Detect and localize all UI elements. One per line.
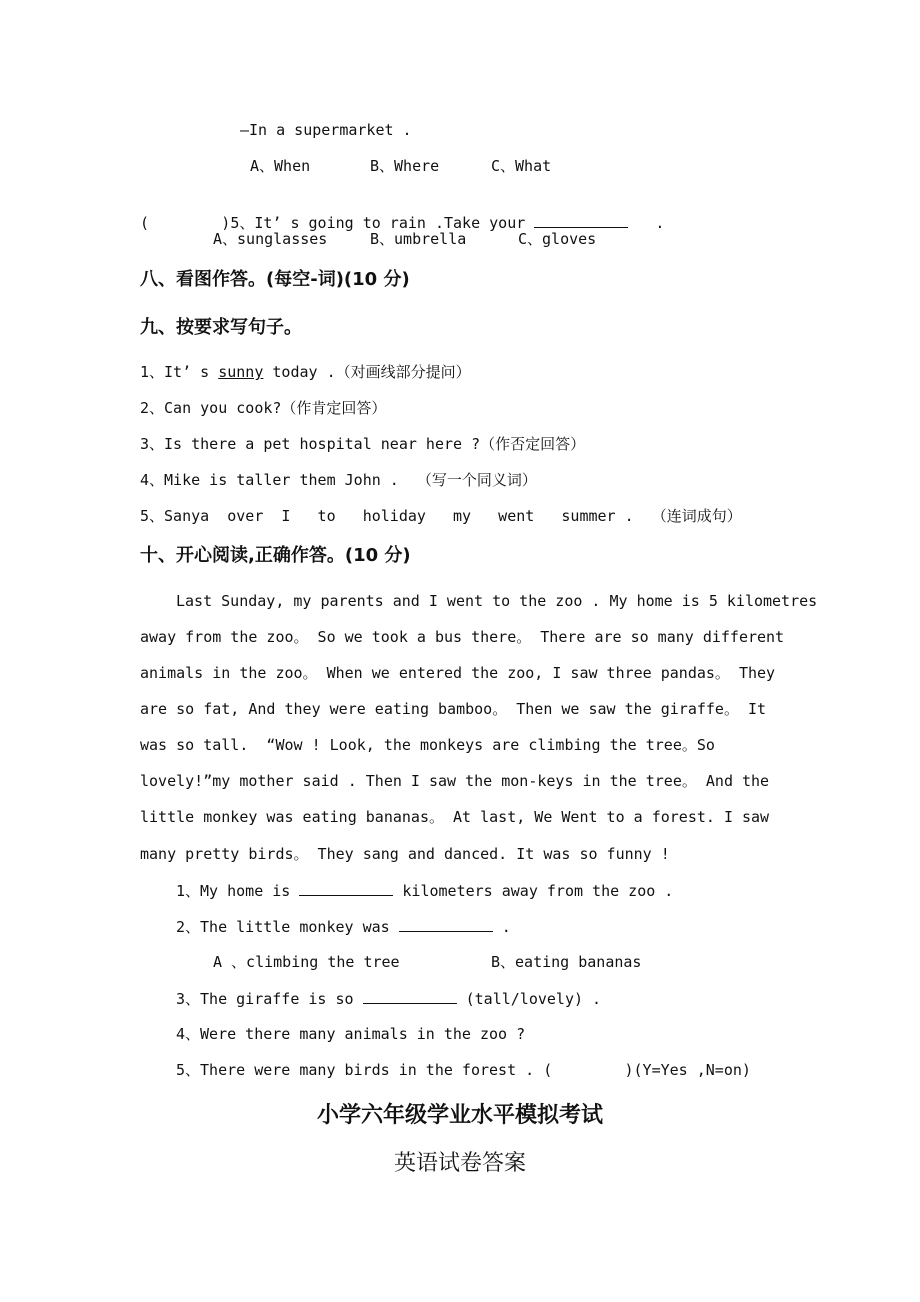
passage-line: many pretty birds。 They sang and danced. It was so funny ! [140, 845, 670, 863]
passage-line: Last Sunday, my parents and I went to the zoo . My home is 5 kilometres [176, 592, 818, 610]
section-9-item-1 [140, 362, 471, 382]
q5-answer-paren[interactable]: ( ) [140, 214, 231, 232]
q5-option-b: B、umbrella [370, 230, 467, 248]
rq1-blank[interactable] [299, 880, 393, 896]
section-9-item-2: 2、Can you cook?（作肯定回答） [140, 399, 387, 417]
rq3-tail: (tall/lovely) . [456, 990, 602, 1008]
q5-option-a: A、sunglasses [213, 230, 328, 248]
passage-line: are so fat, And they were eating bamboo。 Then we saw the giraffe。 It [140, 700, 767, 718]
q4-option-b: B、Where [370, 157, 440, 175]
passage-line: was so tall. “Wow ! Look, the monkeys are climbing the tree。So [140, 736, 715, 754]
rq2-option-b: B、eating bananas [491, 953, 642, 971]
rq1-tail: kilometers away from the zoo . [393, 882, 674, 900]
rq1-text: 1、My home is [176, 882, 291, 900]
reading-question-1 [176, 880, 673, 901]
rq2-blank[interactable] [399, 916, 493, 932]
section-9-item-5: 5、Sanya over I to holiday my went summer . （连词成句） [140, 507, 742, 525]
rq2-option-a: A 、climbing the tree [213, 953, 400, 971]
q4-option-c: C、What [491, 157, 552, 175]
section-10-title: 十、开心阅读,正确作答。(10 分) [140, 545, 411, 566]
reading-question-2 [176, 916, 511, 937]
item-1-prefix: 1、It’ s [140, 363, 219, 381]
item-1-underlined-word: sunny [218, 363, 264, 381]
reading-question-3 [176, 988, 601, 1009]
rq2-tail: . [492, 918, 511, 936]
rq3-blank[interactable] [363, 988, 457, 1004]
q5-option-c: C、gloves [518, 230, 597, 248]
rq2-text: 2、The little monkey was [176, 918, 390, 936]
reading-question-5: 5、There were many birds in the forest . ( )(Y=Yes ,N=on) [176, 1061, 751, 1079]
q5-end: . [655, 214, 665, 232]
section-9-item-4: 4、Mike is taller them John . （写一个同义词） [140, 471, 537, 489]
item-1-suffix: today .（对画线部分提问） [263, 363, 471, 381]
q5-text: 5、It’ s going to rain .Take your [230, 214, 526, 232]
passage-line: animals in the zoo。 When we entered the zoo, I saw three pandas。 They [140, 664, 776, 682]
q4-answer-line: —In a supermarket . [240, 121, 412, 139]
section-8-title: 八、看图作答。(每空-词)(10 分) [140, 269, 410, 290]
passage-line: away from the zoo。 So we took a bus there。 There are so many different [140, 628, 785, 646]
passage-line: lovely!”my mother said . Then I saw the mon-keys in the tree。 And the [140, 772, 770, 790]
answer-key-title: 小学六年级学业水平模拟考试 [316, 1103, 603, 1128]
q4-option-a: A、When [250, 157, 311, 175]
section-9-title: 九、按要求写句子。 [140, 317, 302, 338]
reading-question-4: 4、Were there many animals in the zoo ? [176, 1025, 526, 1043]
answer-key-subtitle: 英语试卷答案 [393, 1151, 526, 1176]
q5-blank[interactable] [534, 212, 628, 228]
passage-line: little monkey was eating bananas。 At last, We Went to a forest. I saw [140, 808, 770, 826]
rq3-text: 3、The giraffe is so [176, 990, 354, 1008]
section-9-item-3: 3、Is there a pet hospital near here ?（作否定回答） [140, 435, 586, 453]
q5-line [140, 192, 664, 233]
